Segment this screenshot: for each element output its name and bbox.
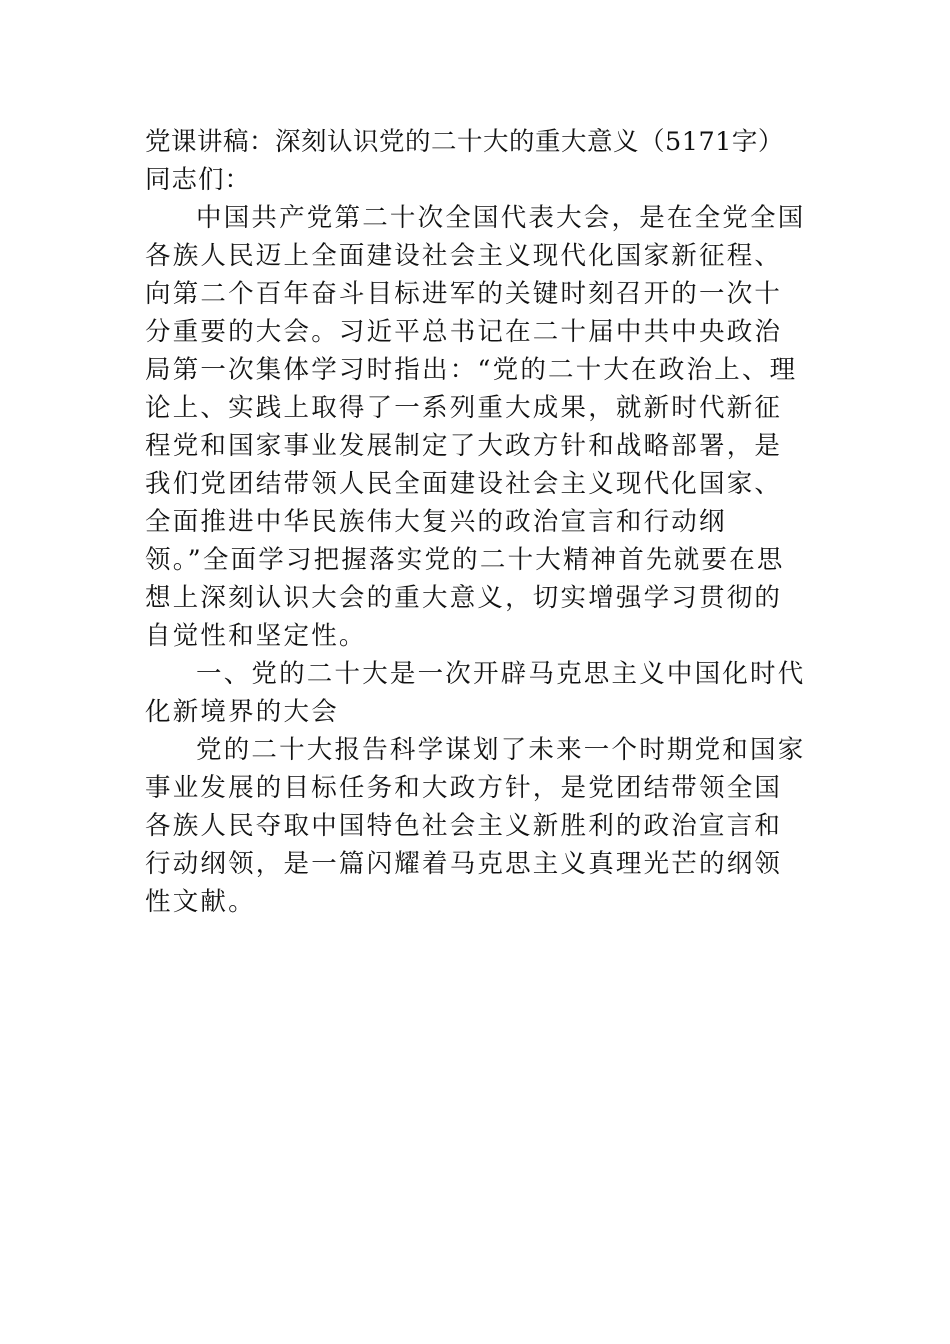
greeting: 同志们：	[145, 165, 252, 195]
paragraph-intro: 中国共产党第二十次全国代表大会，是在全党全国各族人民迈上全面建设社会主义现代化国家新征程、向第二个百年奋斗目标进军的关键时刻召开的一次十分重要的大会。习近平总书记在二十届中共中央政治局第一次集体学习时指出：“党的二十大在政治上、理论上、实践上取得了一系列重大成果，就新时代新征程党和国家事业发展制定了大政方针和战略部署，是我们党团结带领人民全面建设社会主义现代化国家、全面推进中华民族伟大复兴的政治宣言和行动纲领。”全面学习把握落实党的二十大精神首先就要在思想上深刻认识大会的重大意义，切实增强学习贯彻的自觉性和坚定性。	[145, 203, 806, 651]
section-heading-1: 一、党的二十大是一次开辟马克思主义中国化时代化新境界的大会	[145, 659, 806, 727]
document-title: 党课讲稿：深刻认识党的二十大的重大意义（5171字）	[145, 127, 784, 157]
document-body	[145, 123, 809, 921]
paragraph-section-1: 党的二十大报告科学谋划了未来一个时期党和国家事业发展的目标任务和大政方针，是党团结带领全国各族人民夺取中国特色社会主义新胜利的政治宣言和行动纲领，是一篇闪耀着马克思主义真理光芒的纲领性文献。	[145, 735, 806, 917]
